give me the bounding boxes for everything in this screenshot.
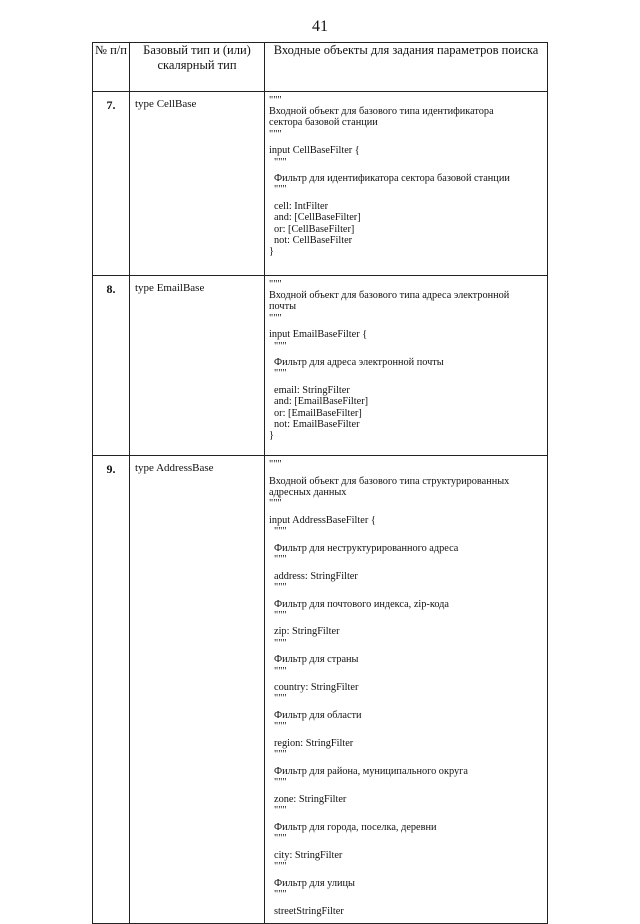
code-line: """ <box>274 888 287 900</box>
code-line: input AddressBaseFilter { <box>269 514 376 526</box>
code-line: """ <box>274 805 287 817</box>
code-line: """ <box>274 156 287 168</box>
header-number: № п/п <box>93 43 130 92</box>
search-objects-table <box>92 42 548 924</box>
code-line: сектора базовой станции <box>269 117 378 129</box>
code-line: """ <box>274 609 287 621</box>
code-line: """ <box>269 459 282 470</box>
code-line: """ <box>274 693 287 705</box>
code-line: not: CellBaseFilter <box>274 234 353 246</box>
code-line: """ <box>274 526 287 538</box>
code-line: address: StringFilter <box>274 570 358 582</box>
row-input-object-code <box>265 456 548 924</box>
code-line: """ <box>269 312 282 324</box>
table-row <box>93 92 548 276</box>
code-line: Входной объект для базового типа адреса электронной <box>269 290 510 302</box>
code-line: """ <box>274 832 287 844</box>
code-line: zone: StringFilter <box>274 793 347 805</box>
code-line: and: [EmailBaseFilter] <box>274 396 369 408</box>
code-line: адресных данных <box>269 486 347 498</box>
code-line: """ <box>274 721 287 733</box>
code-line: Фильтр для района, муниципального округа <box>274 765 468 777</box>
code-line: """ <box>274 340 287 352</box>
row-number: 8. <box>93 276 130 456</box>
code-line: """ <box>274 553 287 565</box>
code-line: Фильтр для почтового индекса, zip-кода <box>274 598 449 610</box>
code-line: zip: StringFilter <box>274 626 340 638</box>
page-number: 41 <box>312 18 328 35</box>
code-line: not: EmailBaseFilter <box>274 418 360 430</box>
header-input-objects: Входные объекты для задания параметров поиска <box>265 43 548 92</box>
code-line: cell: IntFilter <box>274 201 329 213</box>
code-line: or: [EmailBaseFilter] <box>274 407 362 419</box>
table-row <box>93 276 548 456</box>
header-base-type: Базовый тип и (или) скалярный тип <box>130 43 265 92</box>
code-line: input CellBaseFilter { <box>269 145 360 157</box>
code-line: Фильтр для идентификатора сектора базовой станции <box>274 173 510 185</box>
code-line: """ <box>274 860 287 872</box>
code-line: country: StringFilter <box>274 682 359 694</box>
row-base-type: type AddressBase <box>130 456 265 924</box>
code-line: """ <box>269 95 282 106</box>
row-input-object-code <box>265 92 548 276</box>
code-line: """ <box>274 184 287 196</box>
code-line: and: [CellBaseFilter] <box>274 212 361 224</box>
code-line: city: StringFilter <box>274 849 343 861</box>
code-line: """ <box>269 279 282 290</box>
code-line: """ <box>274 637 287 649</box>
code-line: Фильтр для адреса электронной почты <box>274 357 444 369</box>
code-line: Фильтр для города, поселка, деревни <box>274 821 437 833</box>
code-line: """ <box>274 581 287 593</box>
code-line: Фильтр для страны <box>274 654 359 666</box>
row-input-object-code <box>265 276 548 456</box>
code-line: Фильтр для области <box>274 710 362 722</box>
code-line: """ <box>269 128 282 140</box>
code-line: """ <box>274 749 287 761</box>
code-line: """ <box>274 665 287 677</box>
code-line: input EmailBaseFilter { <box>269 329 368 341</box>
row-number: 9. <box>93 456 130 924</box>
code-line: """ <box>269 498 282 510</box>
code-line: Фильтр для неструктурированного адреса <box>274 542 459 554</box>
code-line: Входной объект для базового типа идентификатора <box>269 106 494 118</box>
row-number: 7. <box>93 92 130 276</box>
code-line: """ <box>274 777 287 789</box>
code-line: streetStringFilter <box>274 905 344 917</box>
row-base-type: type EmailBase <box>130 276 265 456</box>
code-line: region: StringFilter <box>274 738 354 750</box>
table-row <box>93 456 548 924</box>
code-line: } <box>269 245 274 257</box>
code-line: """ <box>274 368 287 380</box>
row-base-type: type CellBase <box>130 92 265 276</box>
code-line: Входной объект для базового типа структурированных <box>269 475 510 487</box>
code-line: почты <box>269 301 296 313</box>
code-line: } <box>269 429 274 441</box>
table-header-row <box>93 43 548 92</box>
code-line: or: [CellBaseFilter] <box>274 223 355 235</box>
code-line: Фильтр для улицы <box>274 877 355 889</box>
code-line: email: StringFilter <box>274 385 350 397</box>
